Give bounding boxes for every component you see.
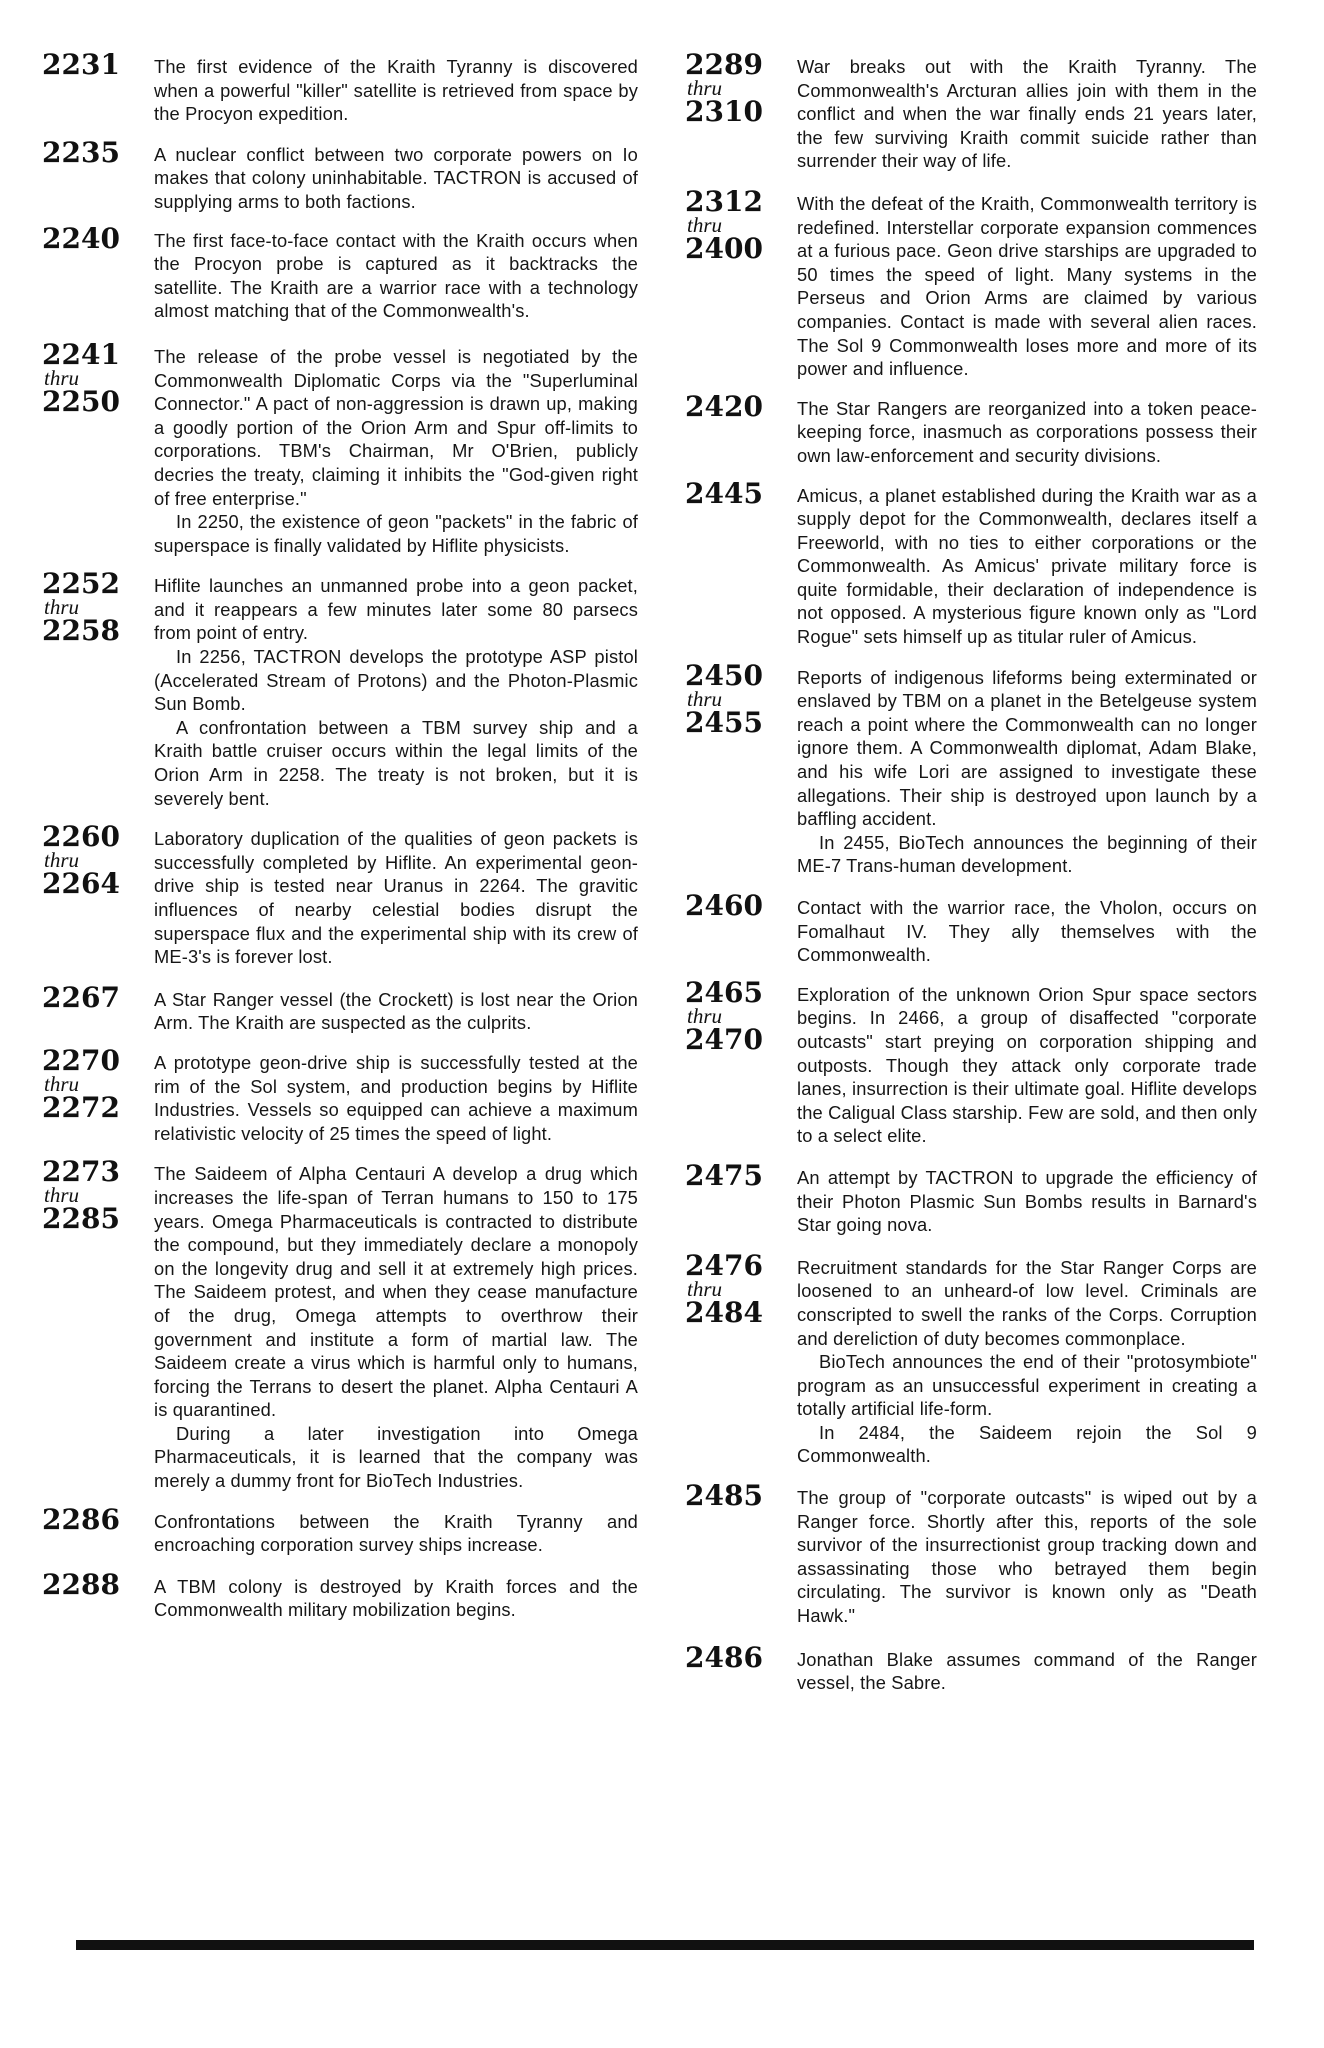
year-start: 2460 — [685, 889, 763, 922]
entry-text — [154, 345, 638, 557]
year-start: 2445 — [685, 476, 763, 510]
timeline-entry — [42, 1567, 638, 1622]
year-range-thru: thru — [687, 76, 723, 100]
year-end: 2470 — [685, 1022, 763, 1056]
entry-text — [797, 1166, 1257, 1237]
entry-paragraph: War breaks out with the Kraith Tyranny. The Commonwealth's Arcturan allies join with them in the conflict and when the war finally ends 21 years later, the few surviving Kraith commit suicide rather than surrender their way of life. — [797, 56, 1257, 172]
entry-paragraph: The Saideem of Alpha Centauri A develop a drug which increases the life-span of Terran humans to 150 to 175 years. Omega Pharmaceuticals is contracted to distribute the compound, but they immediately declare a monopoly on the longevity drug and sell it at extremely high prices. The Saideem protest, and when they cease manufacture of the drug, Omega attempts to overthrow their government and institute a form of martial law. The Saideem create a virus which is harmful only to humans, forcing the Terrans to desert the planet. Alpha Centauri A is quarantined. — [154, 1163, 638, 1421]
entry-year — [685, 48, 793, 128]
timeline-entry — [42, 980, 638, 1035]
entry-text — [154, 229, 638, 323]
entry-year — [42, 1043, 150, 1124]
year-start: 2240 — [42, 221, 120, 255]
year-range-thru: thru — [44, 1183, 80, 1208]
entry-year — [685, 1479, 793, 1513]
entry-text — [154, 988, 638, 1035]
year-start: 2465 — [685, 975, 763, 1009]
year-start: 2420 — [685, 389, 763, 423]
entry-paragraph: Reports of indigenous lifeforms being exterminated or enslaved by TBM on a planet in the Betelgeuse system reach a point where the Commonwealth can no longer ignore them. A Commonwealth diplomat, Adam Blake, and his wife Lori are assigned to investigate these allegations. Their ship is destroyed upon launch by a baffling accident. — [797, 666, 1257, 830]
year-end: 2310 — [685, 95, 763, 128]
entry-text — [154, 574, 638, 810]
entry-text — [154, 827, 638, 969]
entry-text — [154, 1510, 638, 1557]
entry-paragraph: BioTech announces the end of their "protosymbiote" program as an unsuccessful experiment in creating a totally artificial life-form. — [797, 1351, 1257, 1420]
entry-paragraph: A Star Ranger vessel (the Crockett) is lost near the Orion Arm. The Kraith are suspected as the culprits. — [154, 988, 638, 1034]
timeline-entry — [685, 658, 1257, 878]
entry-text — [797, 484, 1257, 649]
year-range-thru: thru — [44, 848, 80, 873]
entry-paragraph: A nuclear conflict between two corporate powers on Io makes that colony uninhabitable. TACTRON is accused of supplying arms to both factions. — [154, 143, 638, 212]
entry-paragraph: With the defeat of the Kraith, Commonwealth territory is redefined. Interstellar corporate expansion commences at a furious pace. Geon drive starships are upgraded to 50 times the speed of light. Many systems in the Perseus and Orion Arms are claimed by various companies. Contact is made with several alien races. The Sol 9 Commonwealth loses more and more of its power and influence. — [797, 192, 1257, 380]
entry-paragraph: The group of "corporate outcasts" is wiped out by a Ranger force. Shortly after this, reports of the sole survivor of the insurrectionist group tracking down and assassinating those who betrayed them begin circulating. The survivor is known only as "Death Hawk." — [797, 1487, 1257, 1627]
timeline-entry — [42, 221, 638, 323]
entry-year — [685, 389, 793, 423]
year-end: 2455 — [685, 705, 763, 739]
timeline-entry — [685, 889, 1257, 967]
timeline-entry — [685, 1158, 1257, 1237]
timeline-entry — [42, 48, 638, 126]
year-range-thru: thru — [44, 1071, 80, 1096]
entry-text — [797, 896, 1257, 967]
entry-paragraph: A confrontation between a TBM survey ship and a Kraith battle cruiser occurs within the legal limits of the Orion Arm in 2258. The treaty is not broken, but it is severely bent. — [154, 716, 638, 809]
entry-text — [797, 1648, 1257, 1695]
year-start: 2267 — [42, 980, 120, 1014]
entry-year — [685, 1640, 793, 1674]
entry-text — [154, 143, 638, 214]
entry-year — [685, 476, 793, 510]
timeline-entry — [42, 135, 638, 214]
year-start: 2486 — [685, 1640, 763, 1674]
entry-paragraph: Contact with the warrior race, the Vholon, occurs on Fomalhaut IV. They ally themselves with the Commonwealth. — [797, 897, 1257, 966]
entry-paragraph: In 2484, the Saideem rejoin the Sol 9 Commonwealth. — [797, 1421, 1257, 1467]
timeline-entry — [42, 567, 638, 810]
entry-text — [797, 55, 1257, 173]
entry-paragraph: The first face-to-face contact with the Kraith occurs when the Procyon probe is captured as it backtracks the satellite. The Kraith are a warrior race with a technology almost matching that of the Commonwealth's. — [154, 229, 638, 322]
entry-year — [42, 1155, 150, 1236]
entry-year — [42, 221, 150, 255]
entry-year — [685, 1158, 793, 1192]
entry-year — [685, 658, 793, 739]
timeline-right-column — [685, 48, 1257, 1695]
timeline-entry — [685, 184, 1257, 381]
entry-year — [42, 1567, 150, 1601]
year-start: 2288 — [42, 1567, 120, 1601]
entry-year — [42, 337, 150, 418]
timeline-entry — [685, 389, 1257, 468]
entry-text — [154, 1575, 638, 1622]
entry-paragraph: A prototype geon-drive ship is successfully tested at the rim of the Sol system, and production begins by Hiflite Industries. Vessels so equipped can achieve a maximum relativistic velocity of 25 times the speed of light. — [154, 1051, 638, 1144]
year-start: 2260 — [42, 820, 120, 854]
entry-paragraph: During a later investigation into Omega Pharmaceuticals, it is learned that the company was merely a dummy front for BioTech Industries. — [154, 1422, 638, 1492]
entry-year — [42, 820, 150, 901]
year-start: 2252 — [42, 567, 120, 601]
entry-paragraph: An attempt by TACTRON to upgrade the efficiency of their Photon Plasmic Sun Bombs results in Barnard's Star going nova. — [797, 1166, 1257, 1236]
year-start: 2476 — [685, 1248, 763, 1282]
entry-year — [42, 135, 150, 169]
year-end: 2272 — [42, 1090, 120, 1124]
timeline-entry — [685, 1640, 1257, 1695]
entry-text — [154, 55, 638, 126]
entry-paragraph: In 2256, TACTRON develops the prototype ASP pistol (Accelerated Stream of Protons) and the Photon-Plasmic Sun Bomb. — [154, 646, 638, 715]
timeline-entry — [42, 1502, 638, 1557]
entry-year — [685, 889, 793, 922]
timeline-entry — [685, 975, 1257, 1148]
entry-paragraph: Exploration of the unknown Orion Spur space sectors begins. In 2466, a group of disaffected "corporate outcasts" start preying on corporation shipping and outposts. Though they attack only corporate trade lanes, insurrection is their ultimate goal. Hiflite develops the Caligual Class starship. Few are sold, and then only to a select elite. — [797, 983, 1257, 1147]
year-range-thru: thru — [687, 212, 723, 237]
entry-paragraph: The release of the probe vessel is negotiated by the Commonwealth Diplomatic Corps via the "Superluminal Connector." A pact of non-aggression is drawn up, making a goodly portion of the Orion Arm and Spur off-limits to corporations. TBM's Chairman, Mr O'Brien, publicly decries the treaty, claiming it inhibits the "God-given right of free enterprise." — [154, 345, 638, 509]
timeline-entry — [685, 476, 1257, 649]
year-end: 2285 — [42, 1202, 120, 1236]
timeline-entry — [685, 1248, 1257, 1468]
year-range-thru: thru — [687, 1276, 723, 1301]
year-end: 2250 — [42, 384, 120, 418]
timeline-entry — [42, 337, 638, 557]
timeline-entry — [685, 1479, 1257, 1628]
timeline-entry — [42, 1155, 638, 1492]
entry-year — [42, 980, 150, 1014]
entry-paragraph: In 2250, the existence of geon "packets" in the fabric of superspace is finally validated by Hiflite physicists. — [154, 511, 638, 556]
entry-paragraph: The Star Rangers are reorganized into a token peace-keeping force, inasmuch as corporations possess their own law-enforcement and security divisions. — [797, 397, 1257, 466]
entry-text — [797, 1256, 1257, 1468]
entry-paragraph: In 2455, BioTech announces the beginning of their ME-7 Trans-human development. — [797, 831, 1257, 877]
timeline-entry — [42, 1043, 638, 1145]
entry-year — [42, 48, 150, 81]
entry-paragraph: Laboratory duplication of the qualities of geon packets is successfully completed by Hiflite. An experimental geon-drive ship is tested near Uranus in 2264. The gravitic influences of nearby celestial bodies disrupt the superspace flux and the experimental ship with its crew of ME-3's is forever lost. — [154, 828, 638, 968]
timeline-entry — [685, 48, 1257, 173]
entry-text — [797, 192, 1257, 381]
year-start: 2270 — [42, 1043, 120, 1077]
year-start: 2286 — [42, 1502, 120, 1536]
entry-year — [42, 1502, 150, 1536]
year-start: 2231 — [42, 48, 120, 81]
year-start: 2475 — [685, 1158, 763, 1192]
entry-paragraph: Amicus, a planet established during the Kraith war as a supply depot for the Commonwealth, declares itself a Freeworld, with no ties to either corporations or the Commonwealth. As Amicus' private military force is quite formidable, their declaration of independence is not opposed. A mysterious figure known only as "Lord Rogue" sets himself up as titular ruler of Amicus. — [797, 484, 1257, 648]
entry-paragraph: A TBM colony is destroyed by Kraith forces and the Commonwealth military mobilization begins. — [154, 1575, 638, 1621]
year-start: 2485 — [685, 1479, 763, 1513]
year-start: 2289 — [685, 48, 763, 81]
year-start: 2273 — [42, 1155, 120, 1189]
entry-year — [685, 975, 793, 1056]
entry-text — [797, 1486, 1257, 1628]
year-end: 2400 — [685, 231, 763, 265]
year-start: 2312 — [685, 184, 763, 218]
year-range-thru: thru — [44, 595, 80, 620]
timeline-entry — [42, 820, 638, 969]
entry-paragraph: Confrontations between the Kraith Tyranny and encroaching corporation survey ships increase. — [154, 1510, 638, 1556]
entry-paragraph: Jonathan Blake assumes command of the Ranger vessel, the Sabre. — [797, 1648, 1257, 1694]
year-range-thru: thru — [687, 686, 723, 711]
year-range-thru: thru — [687, 1003, 723, 1028]
entry-year — [685, 1248, 793, 1329]
year-range-thru: thru — [44, 365, 80, 390]
year-end: 2484 — [685, 1295, 763, 1329]
entry-text — [154, 1051, 638, 1145]
entry-text — [797, 983, 1257, 1148]
year-end: 2258 — [42, 614, 120, 648]
entry-paragraph: Hiflite launches an unmanned probe into a geon packet, and it reappears a few minutes later some 80 parsecs from point of entry. — [154, 575, 638, 644]
entry-year — [42, 567, 150, 648]
entry-paragraph: The first evidence of the Kraith Tyranny is discovered when a powerful "killer" satellite is retrieved from space by the Procyon expedition. — [154, 56, 638, 125]
entry-text — [797, 397, 1257, 468]
entry-text — [797, 666, 1257, 878]
year-end: 2264 — [42, 867, 120, 901]
entry-year — [685, 184, 793, 265]
bottom-divider-rule — [76, 1940, 1254, 1950]
year-start: 2235 — [42, 135, 120, 169]
entry-paragraph: Recruitment standards for the Star Ranger Corps are loosened to an unheard-of low level. Criminals are conscripted to swell the ranks of the Corps. Corruption and dereliction of duty becomes commonplace. — [797, 1256, 1257, 1349]
year-start: 2241 — [42, 337, 120, 371]
year-start: 2450 — [685, 658, 763, 692]
entry-text — [154, 1162, 638, 1492]
timeline-left-column — [42, 48, 638, 1622]
